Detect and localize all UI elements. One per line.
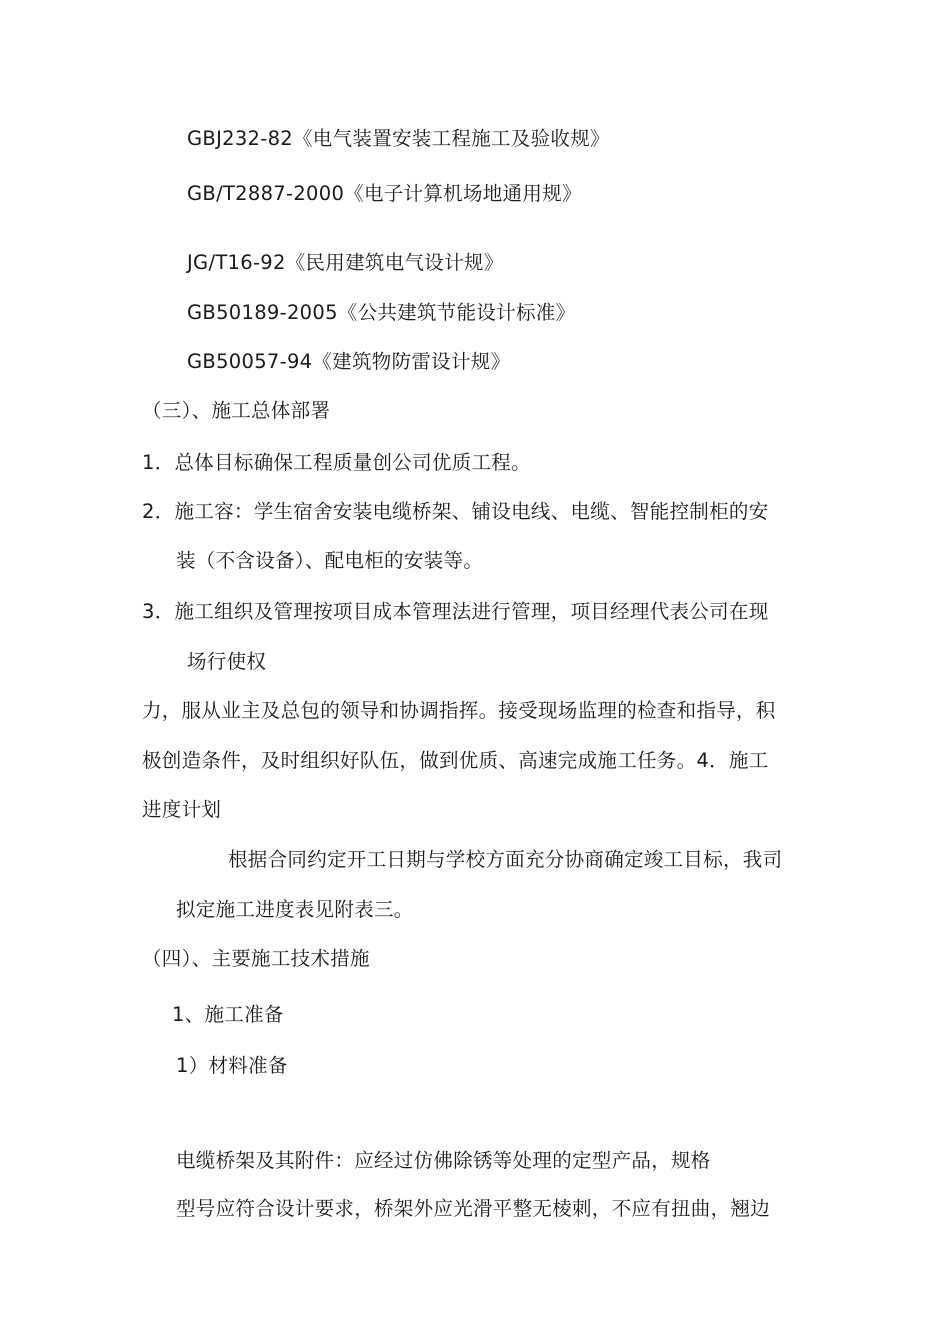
material-para-line-2: 型号应符合设计要求，桥架外应光滑平整无棱刺，不应有扭曲，翘边 <box>176 1197 771 1220</box>
item-2-line-1: 2．施工容：学生宿舍安装电缆桥架、铺设电线、电缆、智能控制柜的安 <box>142 500 769 523</box>
item-3-line-1: 3．施工组织及管理按项目成本管理法进行管理，项目经理代表公司在现 <box>142 600 769 623</box>
standard-ref-1: GBJ232-82《电气装置安装工程施工及验收规》 <box>187 127 610 150</box>
paragraph-line-3: 进度计划 <box>142 798 222 821</box>
material-para-line-1: 电缆桥架及其附件：应经过仿佛除锈等处理的定型产品，规格 <box>176 1149 711 1172</box>
schedule-para-line-2: 拟定施工进度表见附表三。 <box>176 898 414 921</box>
standard-ref-2: GB/T2887-2000《电子计算机场地通用规》 <box>187 182 582 205</box>
subheading-material-prep: 1）材料准备 <box>176 1054 288 1077</box>
item-3-line-2: 场行使权 <box>187 650 267 673</box>
paragraph-line-1: 力，服从业主及总包的领导和协调指挥。接受现场监理的检查和指导，积 <box>142 699 776 722</box>
standard-ref-3: JG/T16-92《民用建筑电气设计规》 <box>187 251 504 274</box>
section-heading-3: （三）、施工总体部署 <box>142 399 331 422</box>
subheading-construction-prep: 1、施工准备 <box>172 1003 284 1026</box>
item-1: 1．总体目标确保工程质量创公司优质工程。 <box>142 451 531 474</box>
standard-ref-5: GB50057-94《建筑物防雷设计规》 <box>187 350 511 373</box>
schedule-para-line-1: 根据合同约定开工日期与学校方面充分协商确定竣工目标，我司 <box>228 848 783 871</box>
paragraph-line-2: 极创造条件，及时组织好队伍，做到优质、高速完成施工任务。4．施工 <box>142 749 769 772</box>
section-heading-4: （四）、主要施工技术措施 <box>142 947 370 970</box>
item-2-line-2: 装（不含设备）、配电柜的安装等。 <box>176 549 484 572</box>
standard-ref-4: GB50189-2005《公共建筑节能设计标准》 <box>187 301 576 324</box>
